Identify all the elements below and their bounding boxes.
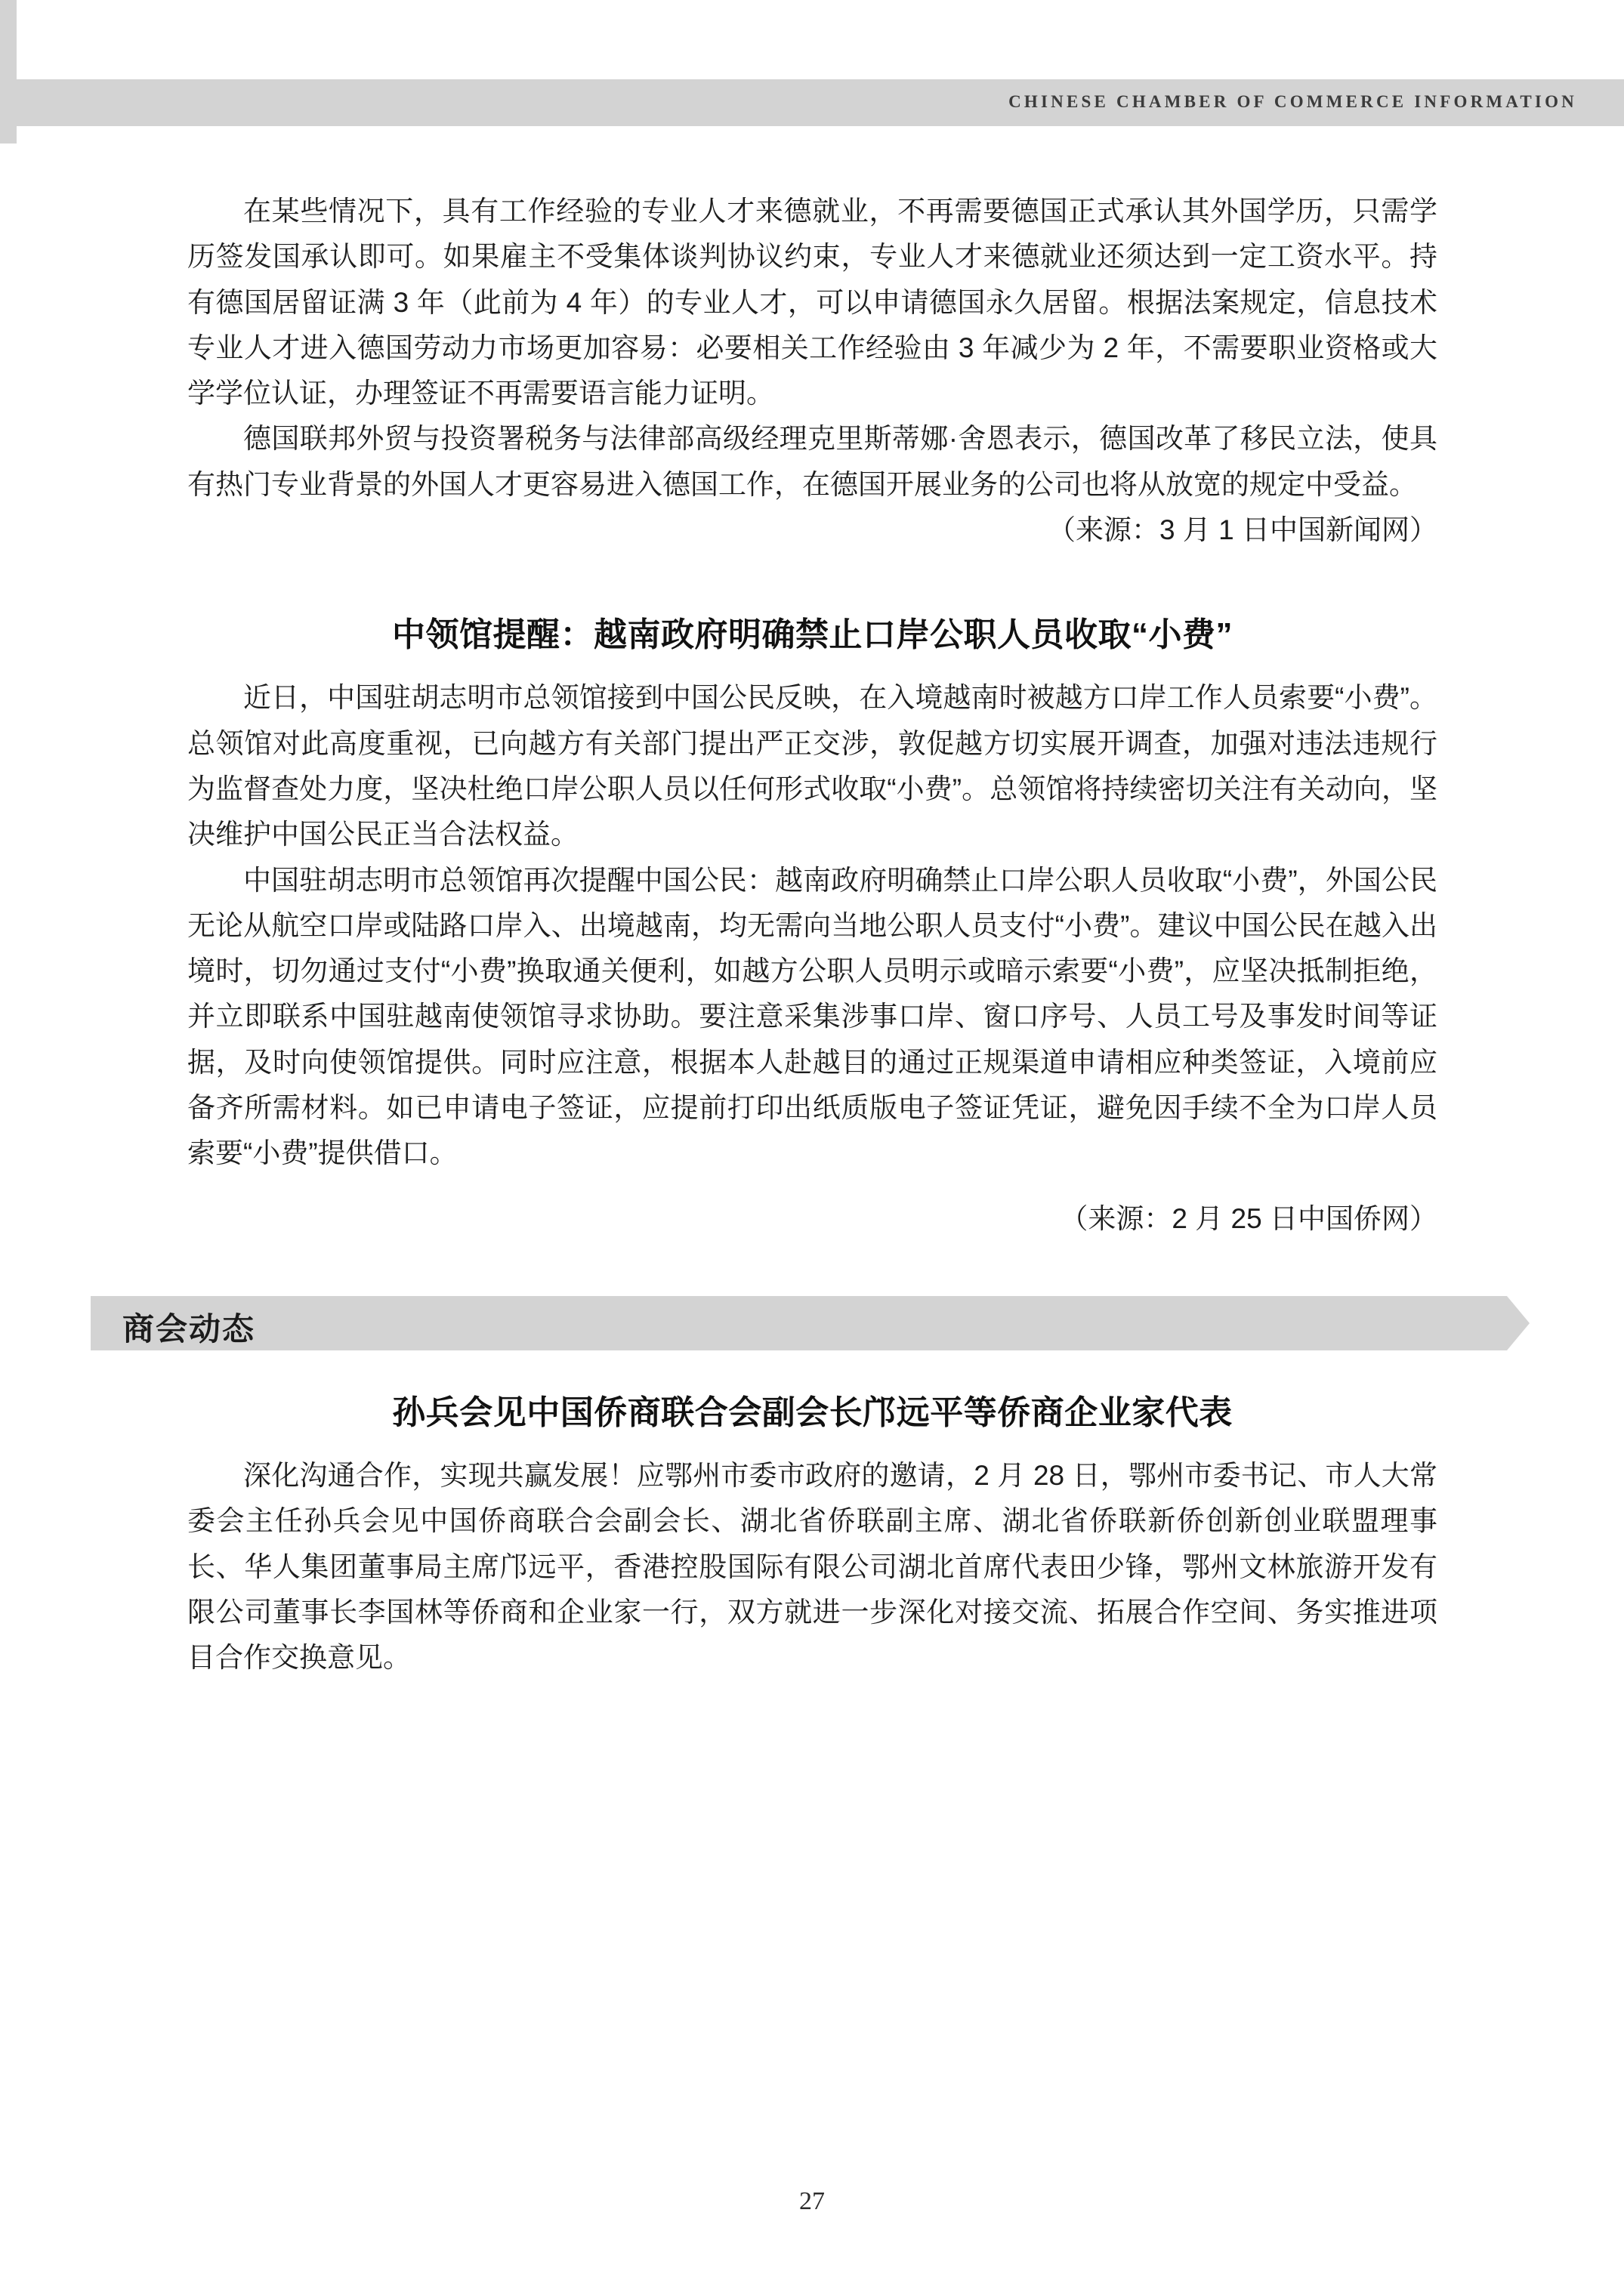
running-head-text: CHINESE CHAMBER OF COMMERCE INFORMATION xyxy=(1008,92,1577,111)
article-paragraph: 近日，中国驻胡志明市总领馆接到中国公民反映，在入境越南时被越方口岸工作人员索要“小费”。总领馆对此高度重视，已向越方有关部门提出严正交涉，敦促越方切实展开调查，加强对违法违规行为监督查处力度，坚决杜绝口岸公职人员以任何形式收取“小费”。总领馆将持续密切关注有关动向，坚决维护中国公民正当合法权益。 xyxy=(187,682,1437,850)
page-number: 27 xyxy=(799,2187,825,2215)
section-heading-band xyxy=(91,1296,1530,1350)
section-heading-label: 商会动态 xyxy=(122,1312,256,1347)
article-paragraph: 德国联邦外贸与投资署税务与法律部高级经理克里斯蒂娜·舍恩表示，德国改革了移民立法，使具有热门专业背景的外国人才更容易进入德国工作，在德国开展业务的公司也将从放宽的规定中受益。 xyxy=(187,423,1437,500)
article-title: 中领馆提醒：越南政府明确禁止口岸公职人员收取“小费” xyxy=(392,616,1233,654)
page-content xyxy=(122,189,1437,1680)
left-accent-bar xyxy=(0,0,17,144)
article-source: （来源：3 月 1 日中国新闻网） xyxy=(1048,514,1437,546)
article-paragraph: 中国驻胡志明市总领馆再次提醒中国公民：越南政府明确禁止口岸公职人员收取“小费”，外国公民无论从航空口岸或陆路口岸入、出境越南，均无需向当地公职人员支付“小费”。建议中国公民在越入出境时，切勿通过支付“小费”换取通关便利，如越方公职人员明示或暗示索要“小费”，应坚决抵制拒绝，并立即联系中国驻越南使领馆寻求协助。要注意采集涉事口岸、窗口序号、人员工号及事发时间等证据，及时向使领馆提供。同时应注意，根据本人赴越目的通过正规渠道申请相应种类签证，入境前应备齐所需材料。如已申请电子签证，应提前打印出纸质版电子签证凭证，避免因手续不全为口岸人员索要“小费”提供借口。 xyxy=(187,864,1437,1169)
section-heading xyxy=(91,1296,1530,1350)
article-title: 孙兵会见中国侨商联合会副会长邝远平等侨商企业家代表 xyxy=(392,1393,1233,1431)
article-paragraph: 在某些情况下，具有工作经验的专业人才来德就业，不再需要德国正式承认其外国学历，只需学历签发国承认即可。如果雇主不受集体谈判协议约束，专业人才来德就业还须达到一定工资水平。持有德国居留证满 3 年（此前为 4 年）的专业人才，可以申请德国永久居留。根据法案规定，信息技术专业人才进入德国劳动力市场更加容易：必要相关工作经验由 3 年减少为 2 年，不需要职业资格或大学学位认证，办理签证不再需要语言能力证明。 xyxy=(187,196,1437,409)
article-source: （来源：2 月 25 日中国侨网） xyxy=(1060,1202,1437,1234)
article-paragraph: 深化沟通合作，实现共赢发展！应鄂州市委市政府的邀请，2 月 28 日，鄂州市委书记、市人大常委会主任孙兵会见中国侨商联合会副会长、湖北省侨联副主席、湖北省侨联新侨创新创业联盟理事长、华人集团董事局主席邝远平，香港控股国际有限公司湖北首席代表田少锋，鄂州文林旅游开发有限公司董事长李国林等侨商和企业家一行，双方就进一步深化对接交流、拓展合作空间、务实推进项目合作交换意见。 xyxy=(187,1459,1437,1674)
